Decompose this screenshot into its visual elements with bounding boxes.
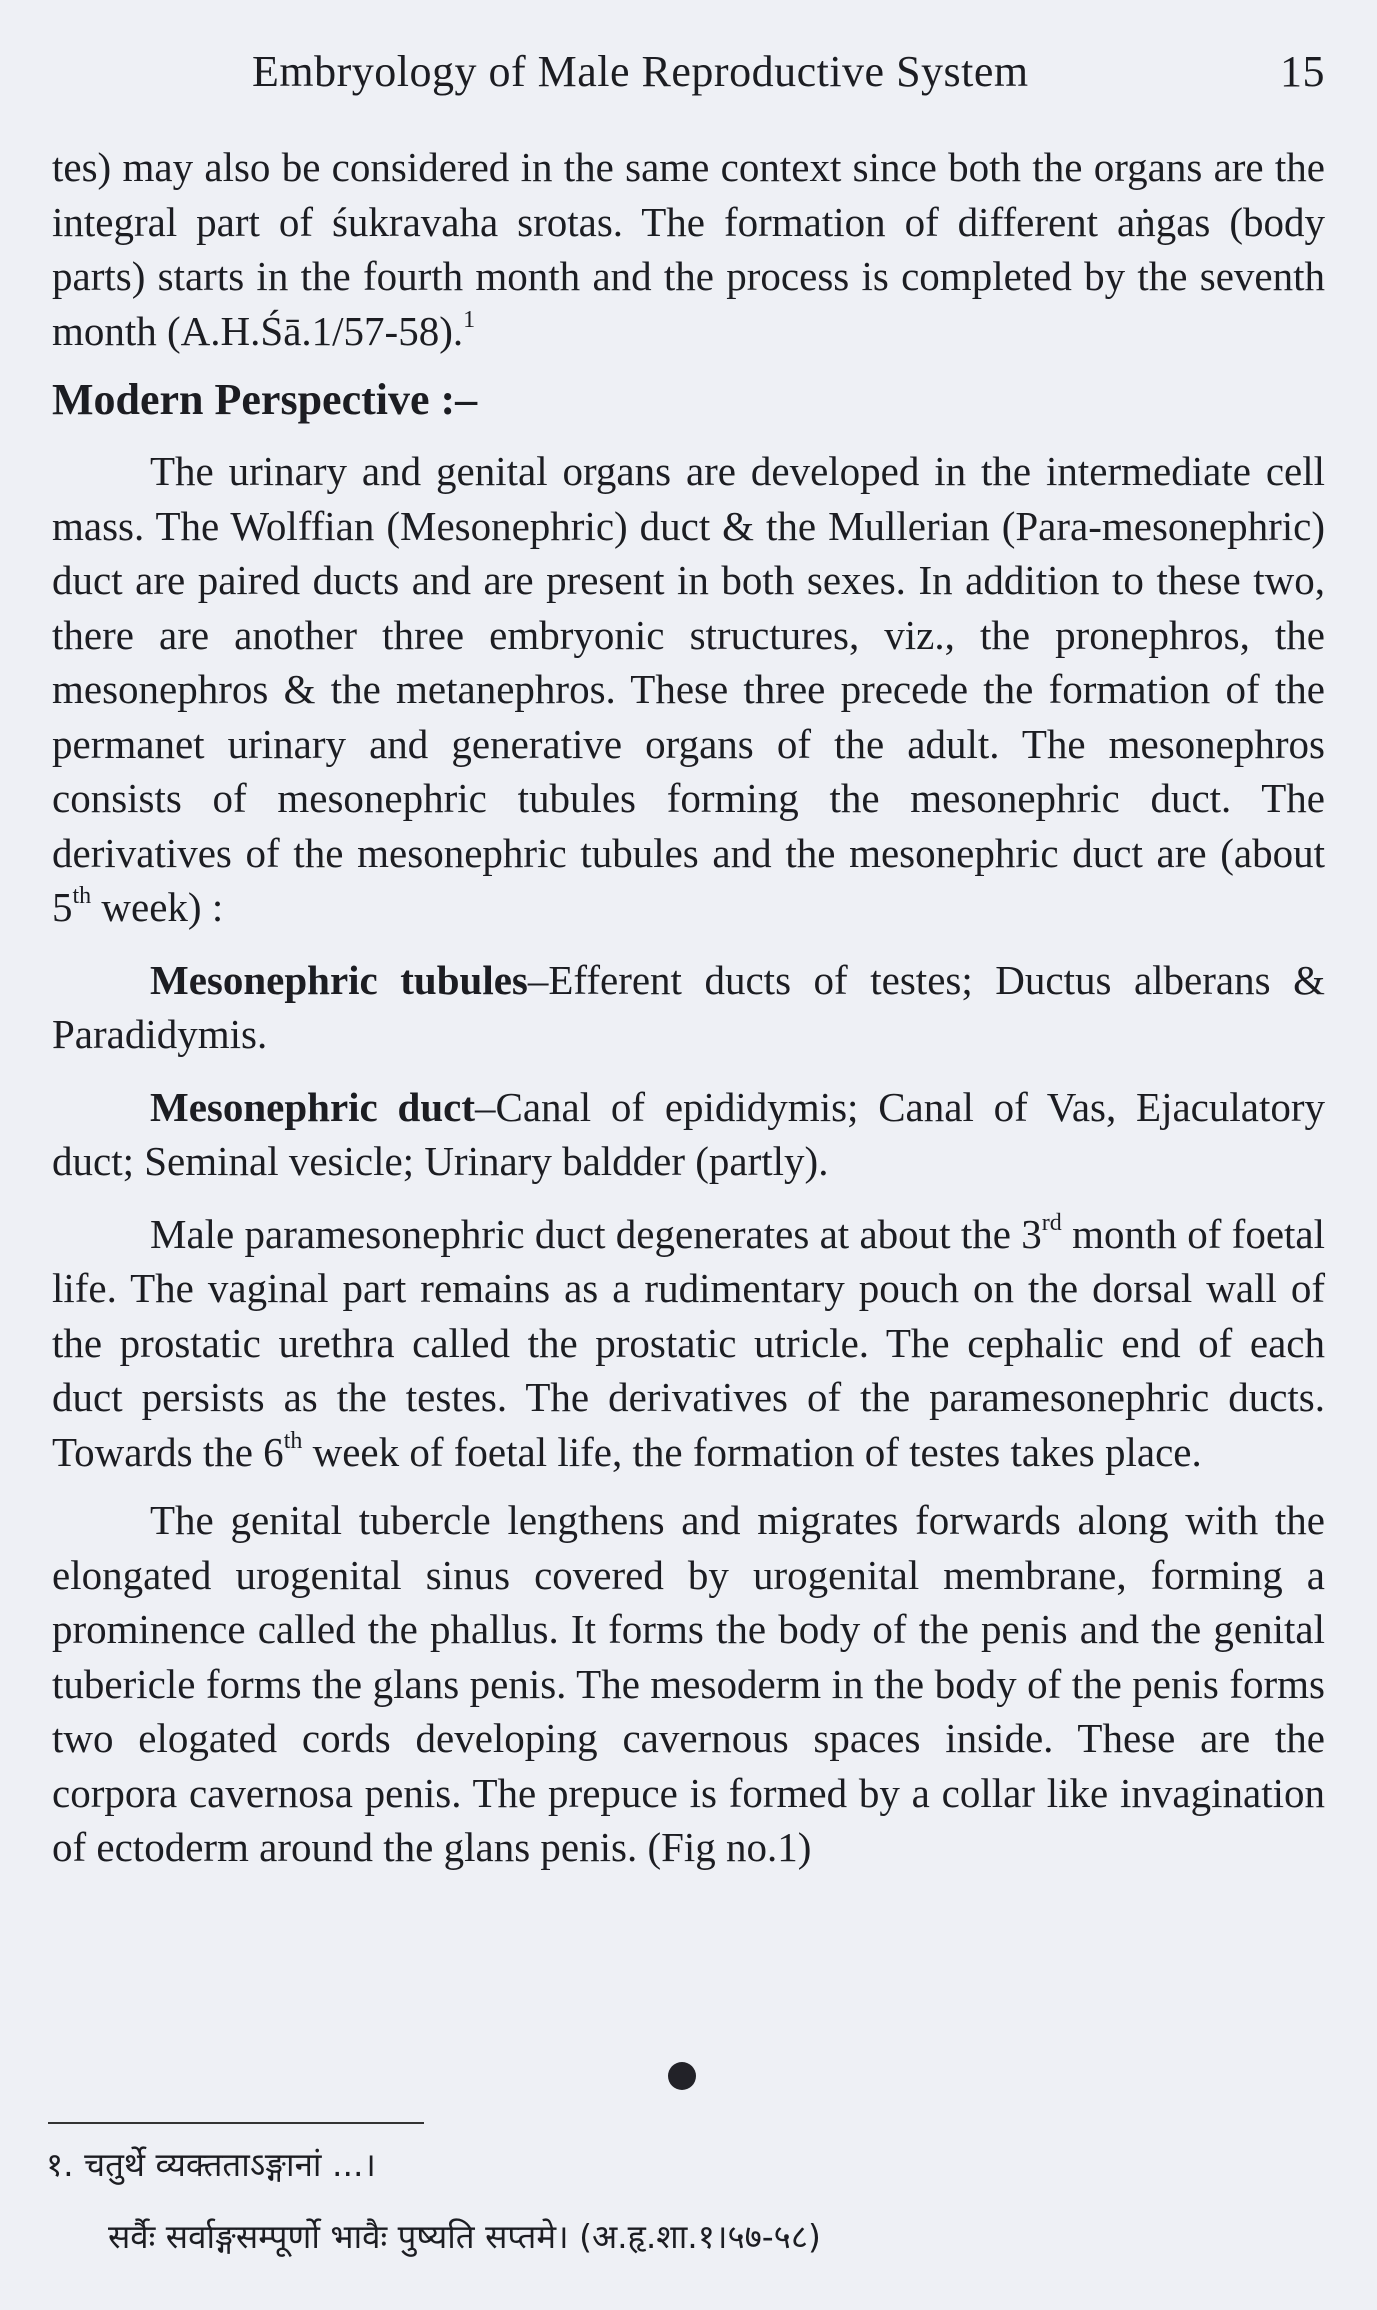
term-mesonephric-duct: Mesonephric duct — [150, 1083, 475, 1130]
paragraph-modern-text: The urinary and genital organs are developed in the intermediate cell mass. The Wolffian (Mesonephric) duct & the Mullerian (Para-mesonephric) duct are paired ducts and are present in both sexes. In addition to these two, there are another three embryonic structures, viz., the pronephros, the mesonephros & the metanephros. These three precede the formation of the permanet urinary and generative organs of the adult. The mesonephros consists of mesonephric tubules forming the mesonephric duct. The derivatives of the mesonephric tubules and the mesonephric duct are (about 5 — [52, 448, 1325, 930]
paragraph-mesonephric-tubules — [52, 953, 1325, 1062]
footnote-reference: 1 — [463, 306, 476, 333]
superscript-ordinal: th — [72, 883, 92, 909]
paragraph-intro-text: tes) may also be considered in the same context since both the organs are the integral part of śukravaha srotas. The formation of different aṅgas (body parts) starts in the fourth month and the process is completed by the seventh month (A.H.Śā.1/57-58). — [52, 144, 1325, 354]
page-number: 15 — [1280, 47, 1325, 96]
paragraph-genital-tubercle: The genital tubercle lengthens and migrates forwards along with the elongated urogenital sinus covered by urogenital membrane, forming a prominence called the phallus. It forms the body of the penis and the genital tubericle forms the glans penis. The mesoderm in the body of the penis forms two elogated cords developing cavernous spaces inside. These are the corpora cavernosa penis. The prepuce is formed by a collar like invagination of ectoderm around the glans penis. (Fig no.1) — [52, 1497, 1325, 1870]
paragraph-modern-perspective — [52, 444, 1325, 935]
page-body — [52, 140, 1325, 1875]
footnote-line-1: १. चतुर्थे व्यक्तताऽङ्गानां ...। — [46, 2145, 376, 2184]
paragraph-paramesonephric-part-b: month of foetal life. The vaginal part remains as a rudimentary pouch on the dorsal wall of the prostatic urethra called the prostatic utricle. The cephalic end of each duct persists as the testes. The derivatives of the paramesonephric ducts. Towards the 6 — [52, 1210, 1325, 1475]
term-mesonephric-tubules: Mesonephric tubules — [150, 956, 528, 1003]
footnotes — [46, 2140, 1325, 2262]
center-dot-ornament — [668, 2062, 696, 2090]
paragraph-paramesonephric-part-c: week of foetal life, the formation of testes takes place. — [302, 1428, 1202, 1475]
running-header — [52, 46, 1325, 98]
superscript-ordinal: rd — [1041, 1209, 1062, 1236]
definition-mesonephric-duct: –Canal of epididymis; Canal of Vas, Ejaculatory duct; Seminal vesicle; Urinary baldder (partly). — [52, 1083, 1326, 1184]
paragraph-mesonephric-duct — [52, 1080, 1325, 1189]
footnote-line-2: सर्वैः सर्वाङ्गसम्पूर्णो भावैः पुष्यति सप्तमे। (अ.हृ.शा.१।५७-५८) — [108, 2217, 821, 2256]
paragraph-paramesonephric-part-a: Male paramesonephric duct degenerates at about the 3 — [150, 1210, 1042, 1257]
paragraph-paramesonephric-duct — [52, 1207, 1325, 1480]
paragraph-modern-end: week) : — [91, 884, 224, 930]
definition-mesonephric-tubules: –Efferent ducts of testes; Ductus alberans & Paradidymis. — [52, 956, 1325, 1057]
running-title: Embryology of Male Reproductive System — [252, 47, 1029, 96]
paragraph-intro — [52, 140, 1325, 358]
superscript-ordinal: th — [283, 1427, 303, 1454]
footnote-divider — [48, 2122, 424, 2124]
section-heading-modern-perspective: Modern Perspective :– — [52, 375, 478, 424]
